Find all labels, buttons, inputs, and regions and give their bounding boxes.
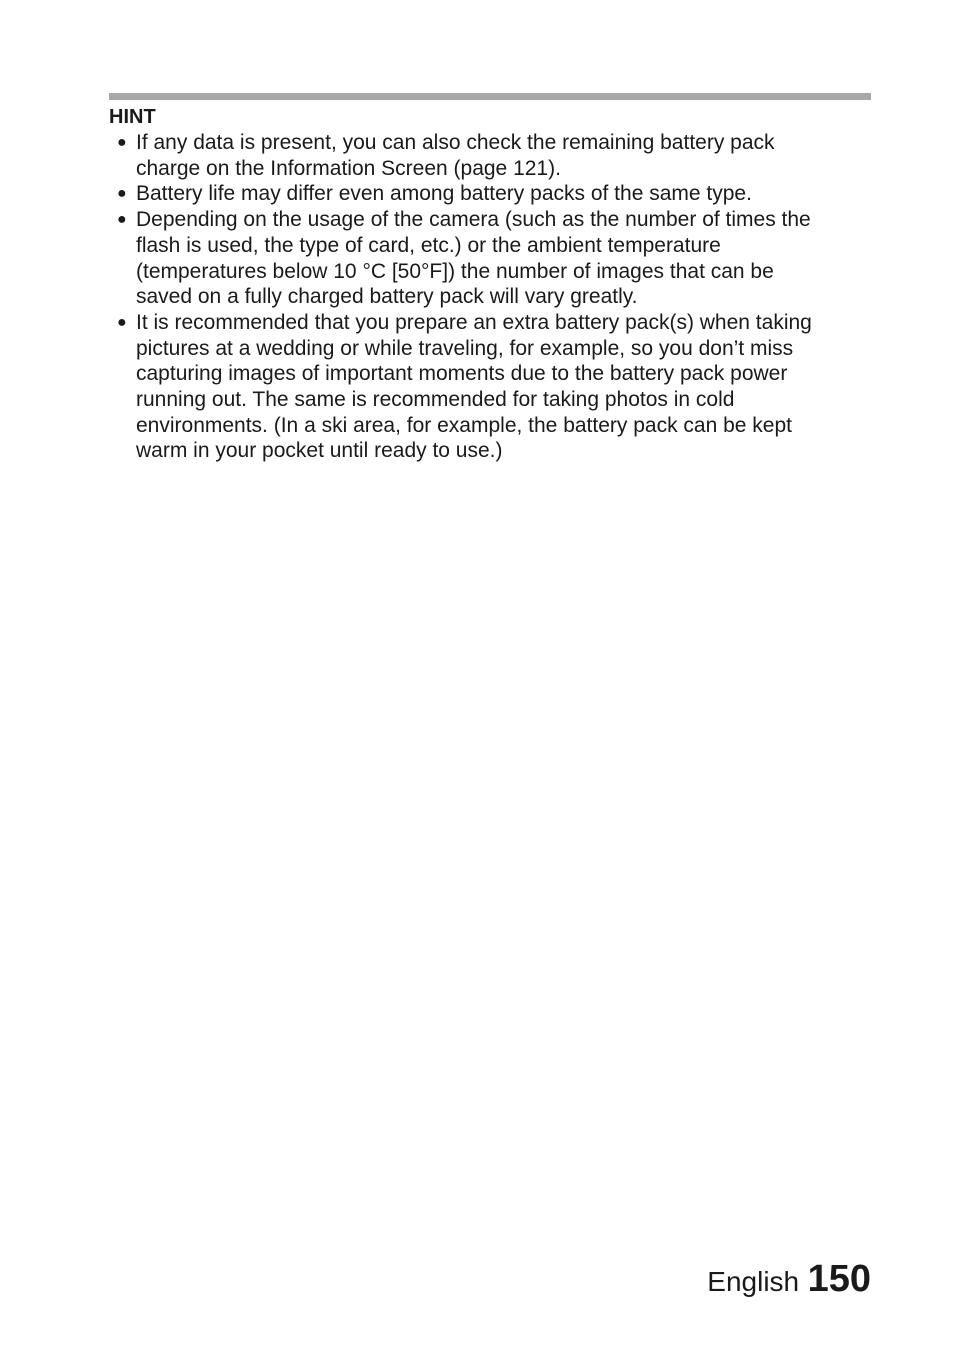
bullet-icon: ●: [117, 313, 127, 331]
hint-item-3: [109, 207, 871, 310]
hint-list: [109, 130, 871, 464]
hint-line: Battery life may differ even among battery packs of the same type.: [136, 182, 752, 206]
hint-item-1: [109, 130, 871, 181]
hint-line: If any data is present, you can also check the remaining battery pack: [136, 131, 775, 154]
hint-heading: HINT: [109, 106, 156, 128]
footer-language: English: [707, 1266, 800, 1297]
bullet-icon: ●: [117, 134, 127, 151]
page-footer: [707, 1258, 871, 1301]
hint-line: flash is used, the type of card, etc.) or the ambient temperature: [136, 233, 721, 257]
hint-line: saved on a fully charged battery pack will vary greatly.: [136, 285, 638, 309]
hint-line: charge on the Information Screen (page 121).: [136, 156, 561, 180]
hint-section: [109, 104, 871, 464]
hint-line: environments. (In a ski area, for example, the battery pack can be kept: [136, 413, 793, 437]
hint-line: warm in your pocket until ready to use.): [136, 439, 503, 463]
hint-line: (temperatures below 10 °C [50°F]) the number of images that can be: [136, 259, 774, 283]
hint-item-4: [109, 310, 871, 464]
hint-item-2: [109, 181, 871, 207]
hint-line: pictures at a wedding or while traveling, for example, so you don’t miss: [136, 336, 794, 360]
page-number: 150: [807, 1258, 871, 1300]
hint-line: running out. The same is recommended for taking photos in cold: [136, 388, 735, 412]
hint-line: Depending on the usage of the camera (such as the number of times the: [136, 208, 811, 232]
bullet-icon: ●: [117, 211, 127, 229]
top-divider-rule: [109, 93, 871, 100]
hint-line: It is recommended that you prepare an extra battery pack(s) when taking: [136, 310, 812, 334]
hint-line: capturing images of important moments due to the battery pack power: [136, 362, 788, 386]
bullet-icon: ●: [117, 185, 127, 203]
